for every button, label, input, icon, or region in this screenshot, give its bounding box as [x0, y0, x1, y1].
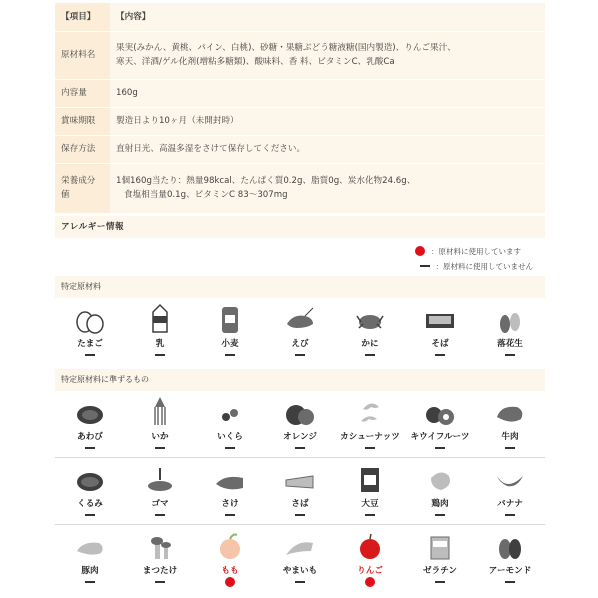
section-title-equivalent: 特定原材料に準ずるもの: [55, 369, 545, 391]
allergen-item: [125, 395, 195, 454]
spec-value-line: 寒天、洋酒/ゲル化剤(増粘多糖類)、酸味料、香 料、ビタミンC、乳酸Ca: [116, 57, 395, 67]
allergen-label: いくら: [217, 431, 243, 442]
pork-icon: [73, 529, 107, 561]
peanut-icon: [493, 302, 527, 334]
spec-value-line: 1個160g当たり：熱量98kcal、たんぱく質0.2g、脂質0g、炭水化物24.6g、: [116, 176, 416, 186]
yam-icon: [283, 529, 317, 561]
not-used-dash-icon: [225, 509, 235, 521]
spec-value: [110, 163, 545, 213]
apple-icon: [353, 529, 387, 561]
row-divider: [55, 457, 545, 458]
allergen-item: [265, 462, 335, 521]
peach-icon: [213, 529, 247, 561]
spec-header-row: [55, 3, 545, 31]
allergen-item: [195, 395, 265, 454]
not-used-dash-icon: [85, 442, 95, 454]
allergen-label: たまご: [77, 338, 103, 349]
not-used-dash-icon: [295, 509, 305, 521]
legend-used-label: ：原材料に使用しています: [431, 246, 521, 256]
allergen-item: [475, 462, 545, 521]
allergen-item: [475, 395, 545, 454]
orange-icon: [283, 395, 317, 427]
not-used-dash-icon: [365, 349, 375, 361]
spec-value: 直射日光、高温多湿をさけて保存してください。: [110, 135, 545, 163]
not-used-dash-icon: [155, 442, 165, 454]
allergen-item: [475, 302, 545, 361]
allergen-label: 小麦: [221, 338, 239, 349]
banana-icon: [493, 462, 527, 494]
legend-not-used: [420, 261, 534, 272]
spec-key-line: 値: [61, 190, 70, 200]
spec-header-value: 【内容】: [110, 3, 545, 31]
spec-key: 原材料名: [55, 31, 110, 79]
section-title-specific: 特定原材料: [55, 276, 545, 298]
allergen-label: やまいも: [282, 565, 318, 576]
allergen-item: [195, 302, 265, 361]
allergen-item: [195, 529, 265, 588]
cashew-icon: [353, 395, 387, 427]
salmon-roe-icon: [213, 395, 247, 427]
allergen-item: [125, 529, 195, 588]
allergen-label: 落花生: [497, 338, 523, 349]
allergen-item: [335, 529, 405, 588]
allergen-label: 大豆: [361, 498, 379, 509]
not-used-dash-icon: [85, 509, 95, 521]
not-used-dash-icon: [435, 576, 445, 588]
not-used-dash-icon: [505, 349, 515, 361]
not-used-dash-icon: [225, 442, 235, 454]
allergen-label: ゴマ: [151, 498, 169, 509]
used-dot-icon: [365, 576, 375, 588]
not-used-dash-icon: [435, 349, 445, 361]
egg-icon: [73, 302, 107, 334]
legend-not-used-label: ：原材料に使用していません: [435, 261, 533, 271]
allergen-row: [55, 462, 545, 521]
allergen-label: もも: [221, 565, 239, 576]
allergen-item: [405, 462, 475, 521]
spec-key: 内容量: [55, 79, 110, 107]
allergen-label: まつたけ: [142, 565, 178, 576]
allergen-item: [265, 529, 335, 588]
allergen-label: バナナ: [497, 498, 523, 509]
not-used-dash-icon: [435, 509, 445, 521]
soybean-icon: [353, 462, 387, 494]
not-used-dash-icon: [435, 442, 445, 454]
allergy-legend: [55, 238, 545, 276]
not-used-dash-icon: [365, 509, 375, 521]
allergen-label: くるみ: [77, 498, 103, 509]
kiwi-icon: [423, 395, 457, 427]
gelatin-icon: [423, 529, 457, 561]
allergen-label: カシューナッツ: [340, 431, 400, 442]
walnut-icon: [73, 462, 107, 494]
allergen-label: えび: [291, 338, 309, 349]
allergen-label: りんご: [357, 565, 383, 576]
abalone-icon: [73, 395, 107, 427]
spec-key: 保存方法: [55, 135, 110, 163]
allergen-row: [55, 529, 545, 588]
allergen-label: 乳: [155, 338, 165, 349]
allergen-item: [125, 302, 195, 361]
allergen-item: [55, 529, 125, 588]
allergen-label: いか: [151, 431, 169, 442]
spec-row-ingredients: [55, 31, 545, 79]
product-info: [55, 3, 545, 588]
flour-icon: [213, 302, 247, 334]
not-used-dash-icon: [155, 576, 165, 588]
not-used-dash-icon: [155, 349, 165, 361]
row-divider: [55, 524, 545, 525]
spec-key: [55, 163, 110, 213]
allergen-item: [405, 529, 475, 588]
allergen-item: [265, 395, 335, 454]
crab-icon: [353, 302, 387, 334]
allergen-label: そば: [431, 338, 449, 349]
almond-icon: [493, 529, 527, 561]
legend-used: [415, 246, 521, 257]
soba-icon: [423, 302, 457, 334]
allergen-label: かに: [361, 338, 379, 349]
used-dot-icon: [225, 576, 235, 588]
spec-key: 賞味期限: [55, 107, 110, 135]
salmon-icon: [213, 462, 247, 494]
allergen-label: 豚肉: [81, 565, 99, 576]
shrimp-icon: [283, 302, 317, 334]
allergen-item: [125, 462, 195, 521]
allergen-item: [475, 529, 545, 588]
allergen-grid-specific: [55, 302, 545, 361]
spec-row-storage: [55, 135, 545, 163]
allergen-label: オレンジ: [283, 431, 317, 442]
allergen-item: [55, 302, 125, 361]
spec-value: 160g: [110, 79, 545, 107]
spec-value: [110, 31, 545, 79]
spec-table: [55, 3, 545, 214]
allergen-item: [55, 462, 125, 521]
spec-key-line: 栄養成分: [61, 176, 96, 186]
allergen-item: [335, 462, 405, 521]
mackerel-icon: [283, 462, 317, 494]
allergen-label: 鶏肉: [431, 498, 449, 509]
allergen-item: [405, 395, 475, 454]
allergen-grid-equivalent: [55, 395, 545, 588]
not-used-dash-icon: [225, 349, 235, 361]
milk-icon: [143, 302, 177, 334]
spec-value-line: 果実(みかん、黄桃、パイン、白桃)、砂糖・果糖ぶどう糖液糖(国内製造)、りんご果汁、: [116, 43, 456, 53]
allergen-item: [265, 302, 335, 361]
allergen-item: [195, 462, 265, 521]
allergen-label: ゼラチン: [423, 565, 457, 576]
allergen-label: あわび: [77, 431, 103, 442]
allergen-item: [55, 395, 125, 454]
not-used-dash-icon: [295, 576, 305, 588]
not-used-dash-icon: [85, 349, 95, 361]
not-used-dash-icon: [295, 442, 305, 454]
allergen-item: [335, 302, 405, 361]
allergen-label: さば: [291, 498, 309, 509]
spec-value: 製造日より10ヶ月（未開封時）: [110, 107, 545, 135]
allergen-label: 牛肉: [501, 431, 519, 442]
sesame-icon: [143, 462, 177, 494]
spec-header-key: 【項目】: [55, 3, 110, 31]
allergy-title: アレルギー情報: [55, 216, 545, 238]
not-used-dash-icon: [505, 509, 515, 521]
spec-value-line: 食塩相当量0.1g、ビタミンC 83～307mg: [124, 190, 288, 200]
chicken-icon: [423, 462, 457, 494]
allergen-item: [405, 302, 475, 361]
allergen-item: [335, 395, 405, 454]
spec-row-nutrition: [55, 163, 545, 213]
not-used-dash-icon: [365, 442, 375, 454]
beef-icon: [493, 395, 527, 427]
allergen-label: キウイフルーツ: [410, 431, 470, 442]
not-used-dash-icon: [155, 509, 165, 521]
allergen-label: アーモンド: [488, 565, 532, 576]
not-used-dash-icon: [505, 576, 515, 588]
squid-icon: [143, 395, 177, 427]
matsutake-icon: [143, 529, 177, 561]
used-dot-icon: [415, 246, 425, 256]
not-used-dash-icon: [420, 265, 430, 267]
allergen-label: さけ: [221, 498, 239, 509]
not-used-dash-icon: [505, 442, 515, 454]
not-used-dash-icon: [85, 576, 95, 588]
spec-row-content: [55, 79, 545, 107]
allergen-row: [55, 395, 545, 454]
spec-row-expiry: [55, 107, 545, 135]
not-used-dash-icon: [295, 349, 305, 361]
